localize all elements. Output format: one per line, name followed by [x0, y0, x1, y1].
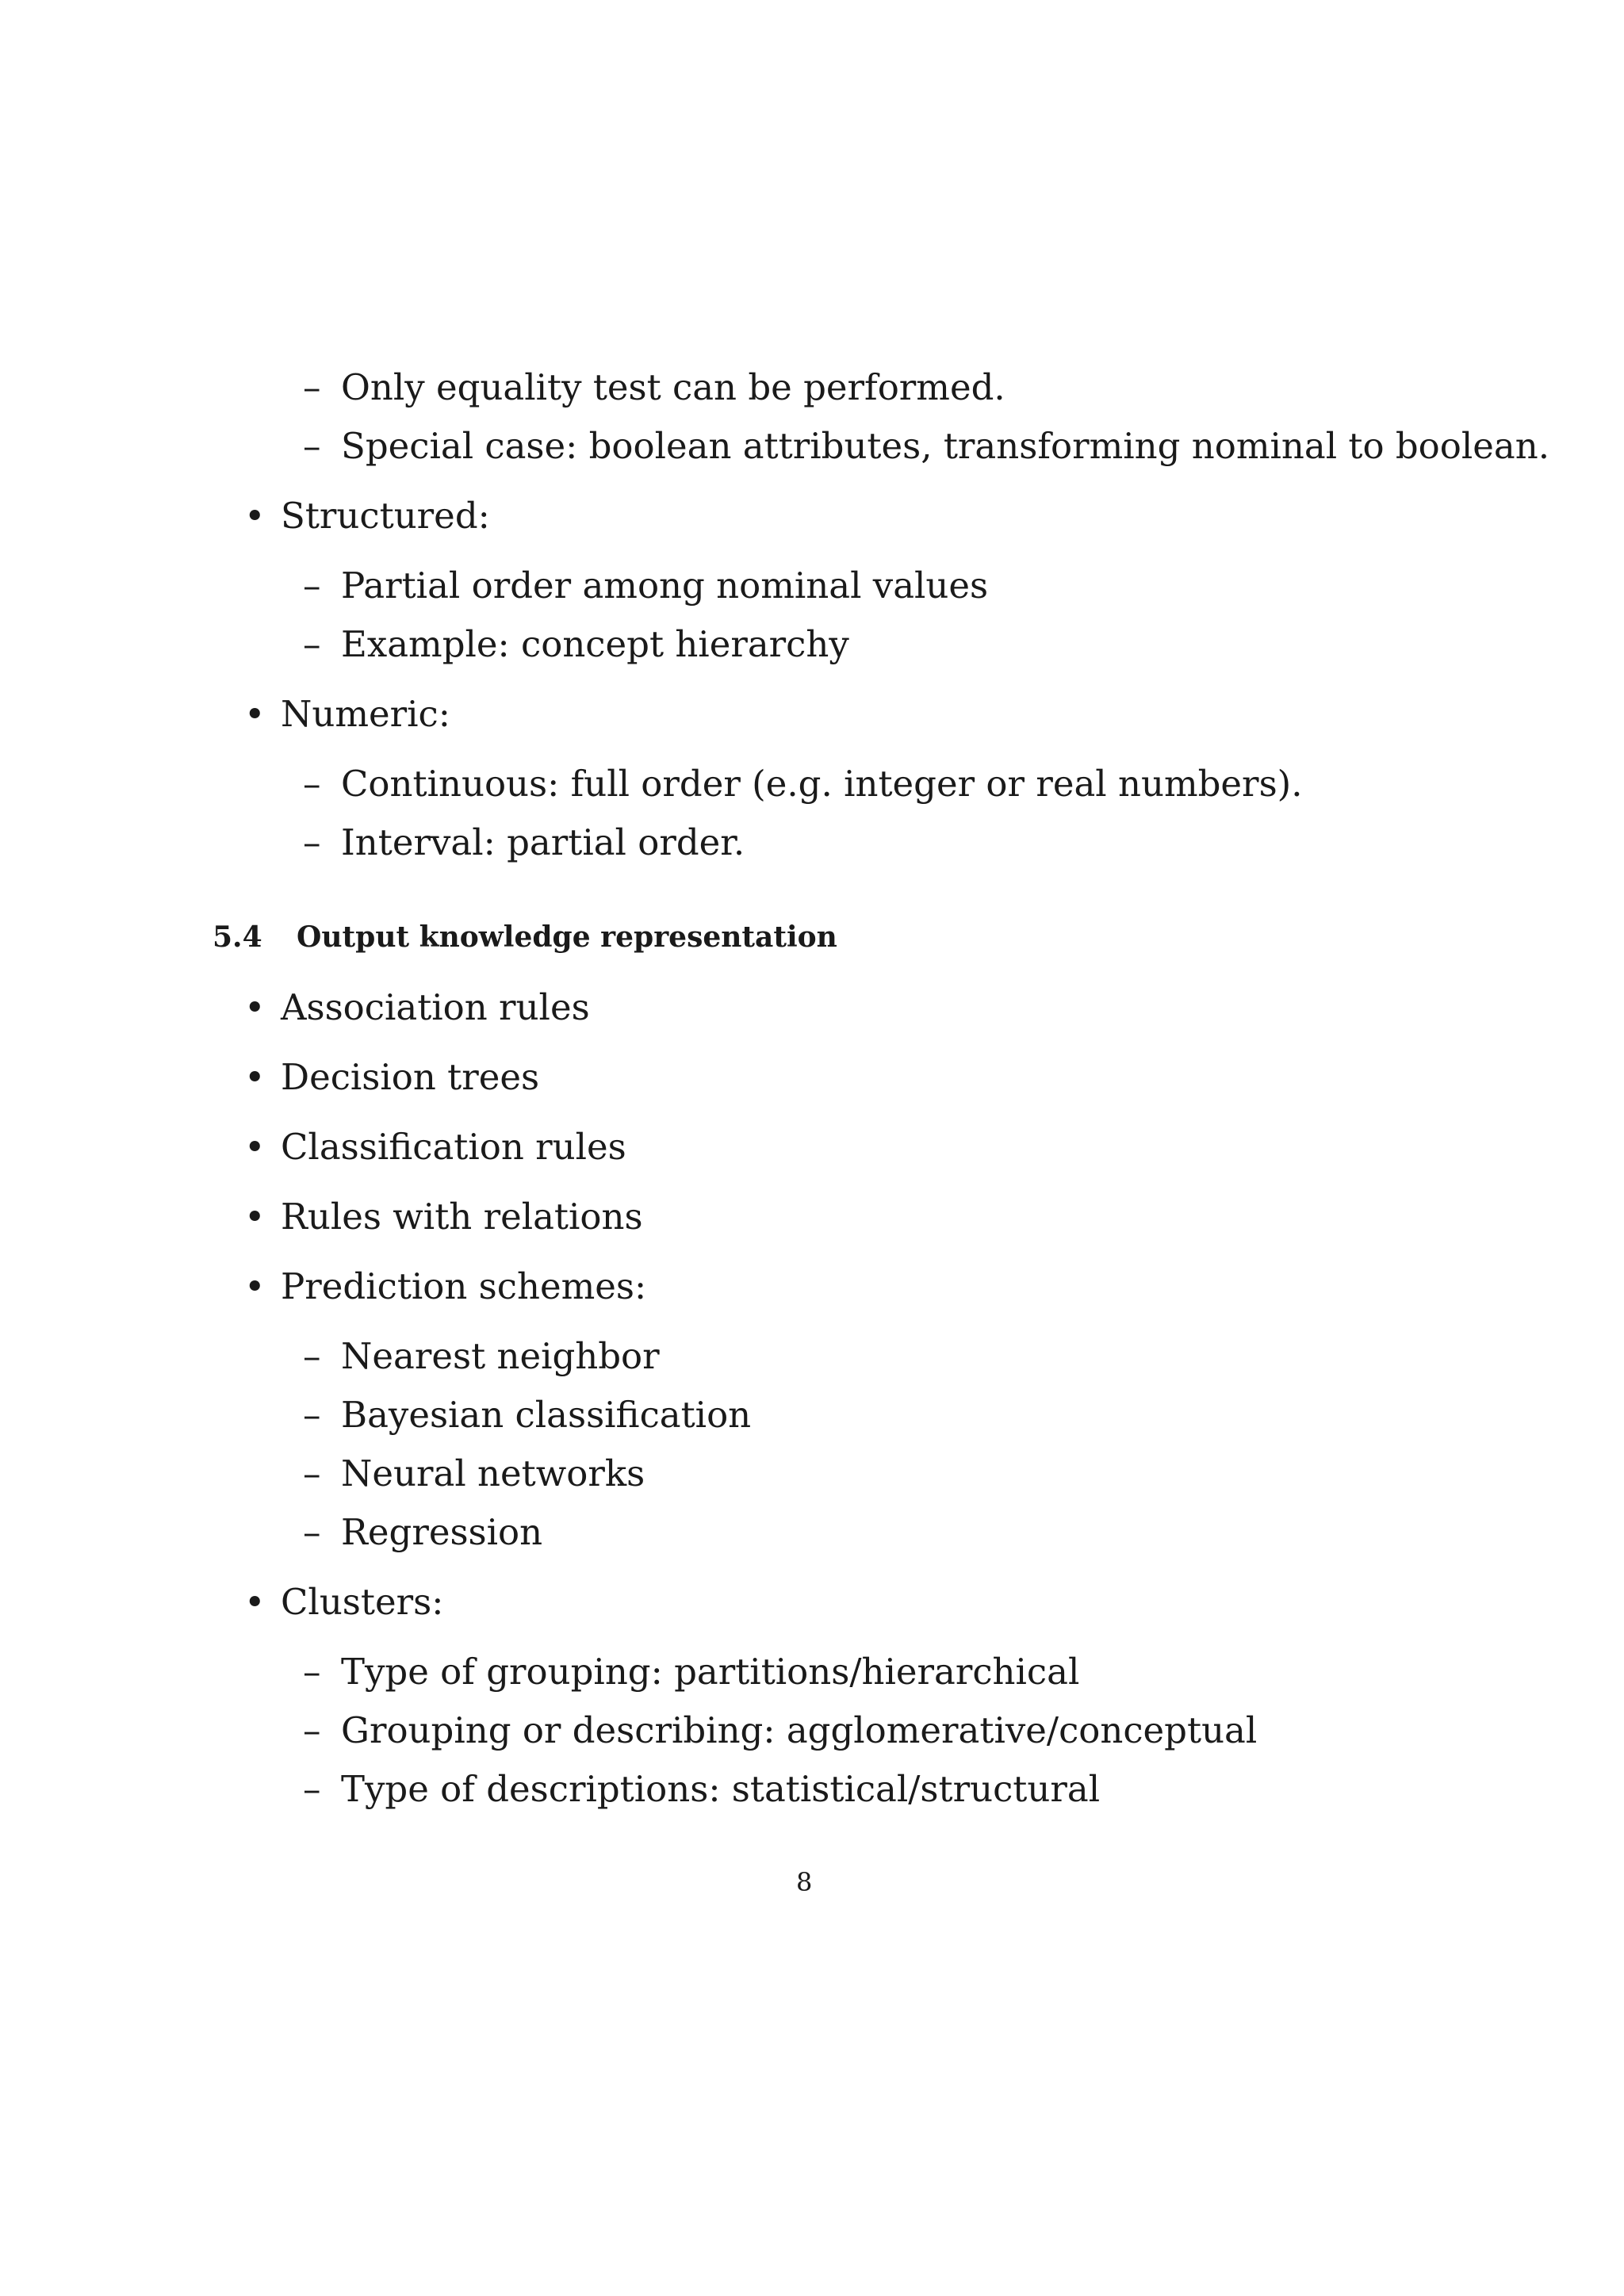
- bullet-marker: •: [244, 1581, 266, 1623]
- list-subitem: Only equality test can be performed.: [341, 366, 1005, 408]
- list-subitem: Regression: [341, 1511, 543, 1553]
- dash-marker: –: [303, 1511, 321, 1553]
- section-number: 5.4: [213, 920, 262, 954]
- dash-marker: –: [303, 1335, 321, 1377]
- bullet-marker: •: [244, 495, 266, 537]
- bullet-marker: •: [244, 693, 266, 735]
- dash-marker: –: [303, 564, 321, 607]
- list-item: Association rules: [281, 986, 590, 1028]
- list-subitem: Bayesian classification: [341, 1394, 752, 1436]
- bullet-marker: •: [244, 1196, 266, 1238]
- list-subitem: Continuous: full order (e.g. integer or real numbers).: [341, 763, 1303, 805]
- section-title: Output knowledge representation: [297, 920, 837, 954]
- list-item: Classification rules: [281, 1126, 626, 1168]
- dash-marker: –: [303, 1768, 321, 1810]
- list-item: Prediction schemes:: [281, 1265, 647, 1307]
- list-subitem: Type of grouping: partitions/hierarchical: [341, 1651, 1080, 1693]
- list-subitem: Nearest neighbor: [341, 1335, 660, 1377]
- list-item: Numeric:: [281, 693, 450, 735]
- list-subitem: Interval: partial order.: [341, 821, 745, 863]
- list-subitem: Example: concept hierarchy: [341, 623, 849, 665]
- dash-marker: –: [303, 1394, 321, 1436]
- dash-marker: –: [303, 763, 321, 805]
- list-subitem: Special case: boolean attributes, transforming nominal to boolean.: [341, 425, 1550, 467]
- list-item: Structured:: [281, 495, 490, 537]
- dash-marker: –: [303, 1651, 321, 1693]
- page-number: 8: [796, 1867, 813, 1897]
- dash-marker: –: [303, 1709, 321, 1751]
- list-subitem: Partial order among nominal values: [341, 564, 989, 607]
- list-item: Decision trees: [281, 1056, 540, 1098]
- dash-marker: –: [303, 425, 321, 467]
- list-subitem: Type of descriptions: statistical/structural: [341, 1768, 1101, 1810]
- bullet-marker: •: [244, 986, 266, 1028]
- dash-marker: –: [303, 821, 321, 863]
- dash-marker: –: [303, 366, 321, 408]
- bullet-marker: •: [244, 1265, 266, 1307]
- dash-marker: –: [303, 1452, 321, 1494]
- bullet-marker: •: [244, 1126, 266, 1168]
- list-item: Rules with relations: [281, 1196, 643, 1238]
- list-item: Clusters:: [281, 1581, 444, 1623]
- dash-marker: –: [303, 623, 321, 665]
- list-subitem: Grouping or describing: agglomerative/conceptual: [341, 1709, 1258, 1751]
- list-subitem: Neural networks: [341, 1452, 645, 1494]
- bullet-marker: •: [244, 1056, 266, 1098]
